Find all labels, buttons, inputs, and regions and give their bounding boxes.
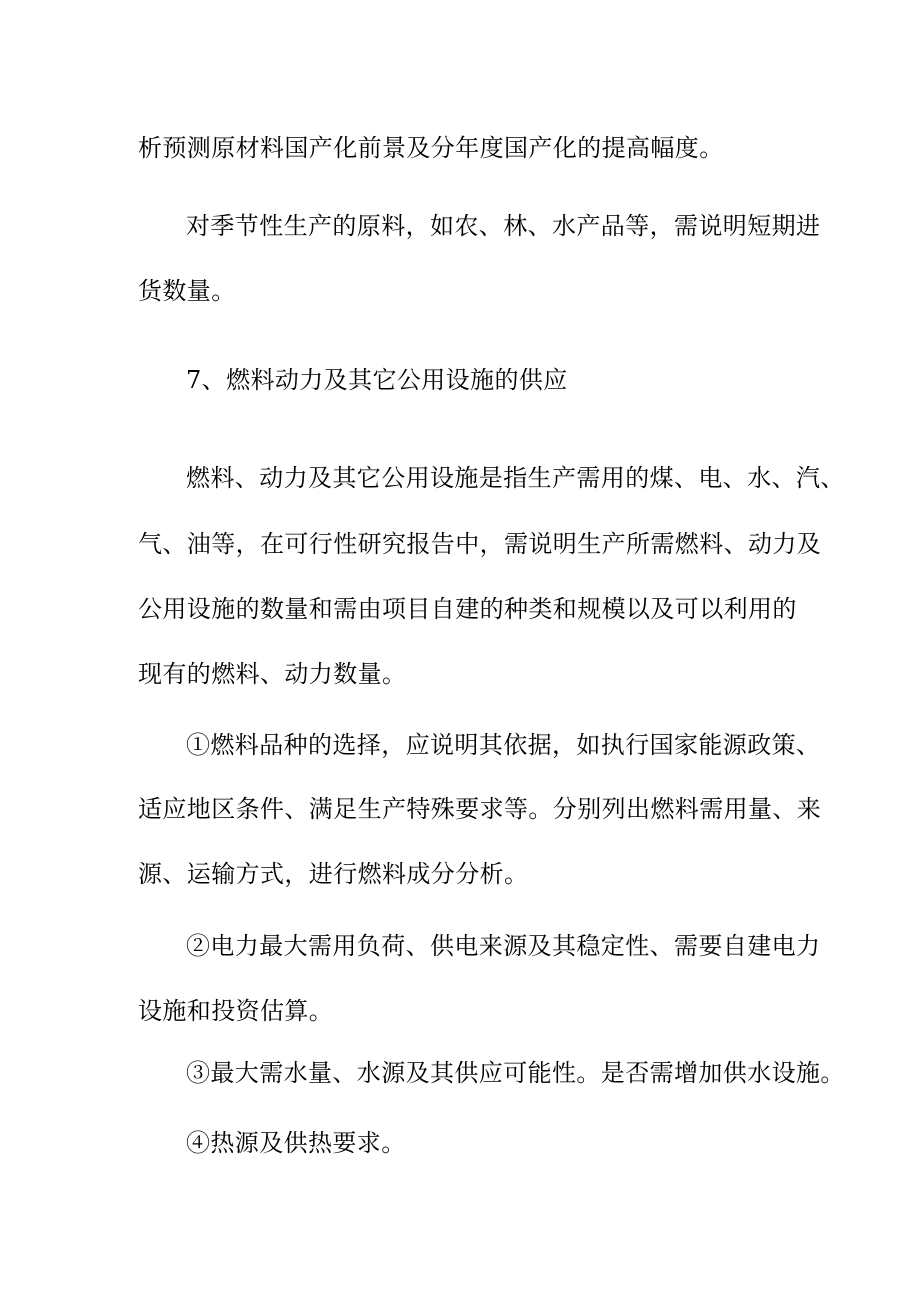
paragraph-line: 现有的燃料、动力数量。 [138,660,407,688]
paragraph-line: 气、油等，在可行性研究报告中，需说明生产所需燃料、动力及 [138,530,822,558]
list-item: ③最大需水量、水源及其供应可能性。是否需增加供水设施。 [186,1059,845,1087]
paragraph-line: 公用设施的数量和需由项目自建的种类和规模以及可以利用的 [138,595,797,623]
paragraph-line: 对季节性生产的原料，如农、林、水产品等，需说明短期进 [186,212,821,240]
section-heading: 7、燃料动力及其它公用设施的供应 [186,366,568,394]
paragraph-line: 源、运输方式，进行燃料成分分析。 [138,860,529,888]
list-item: ④热源及供热要求。 [186,1129,406,1157]
paragraph-line: 燃料、动力及其它公用设施是指生产需用的煤、电、水、汽、 [186,464,845,492]
paragraph-line: 适应地区条件、满足生产特殊要求等。分别列出燃料需用量、来 [138,795,822,823]
list-item: ①燃料品种的选择，应说明其依据，如执行国家能源政策、 [186,731,821,759]
paragraph-line: 货数量。 [138,277,236,305]
list-item: ②电力最大需用负荷、供电来源及其稳定性、需要自建电力 [186,932,821,960]
paragraph-line: 析预测原材料国产化前景及分年度国产化的提高幅度。 [138,134,724,162]
paragraph-line: 设施和投资估算。 [138,997,334,1025]
